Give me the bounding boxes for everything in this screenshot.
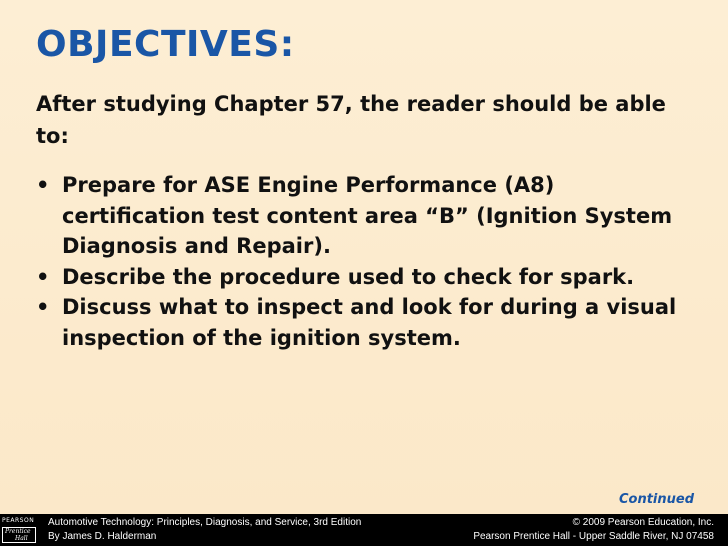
slide-title: OBJECTIVES: [36, 24, 295, 65]
footer-author: By James D. Halderman [48, 531, 157, 542]
objectives-list [36, 170, 696, 353]
bullet-icon: • [36, 264, 50, 289]
intro-text: After studying Chapter 57, the reader should be able to: [36, 92, 666, 148]
bullet-icon: • [36, 295, 50, 319]
objective-text: Discuss what to inspect and look for during a visual inspection of the ignition system. [62, 295, 677, 350]
objective-text: Describe the procedure used to check for spark. [62, 264, 635, 289]
prentice-hall-logo-icon: Prentice Hall [2, 527, 36, 543]
footer-book-title: Automotive Technology: Principles, Diagnosis, and Service, 3rd Edition [48, 517, 362, 528]
footer-publisher: Pearson Prentice Hall - Upper Saddle River, NJ 07458 [473, 531, 714, 542]
footer-copyright: © 2009 Pearson Education, Inc. [572, 517, 714, 528]
footer-bar [0, 514, 728, 546]
continued-label: Continued [618, 492, 694, 507]
publisher-logo [0, 514, 42, 546]
objective-item [36, 262, 696, 293]
objective-text: Prepare for ASE Engine Performance (A8) certification test content area “B” (Ignition System Diagnosis and Repair). [62, 173, 673, 258]
bullet-icon: • [36, 173, 50, 197]
objective-item [36, 170, 696, 262]
objective-item [36, 292, 696, 353]
logo-text: PEARSON [2, 517, 35, 524]
